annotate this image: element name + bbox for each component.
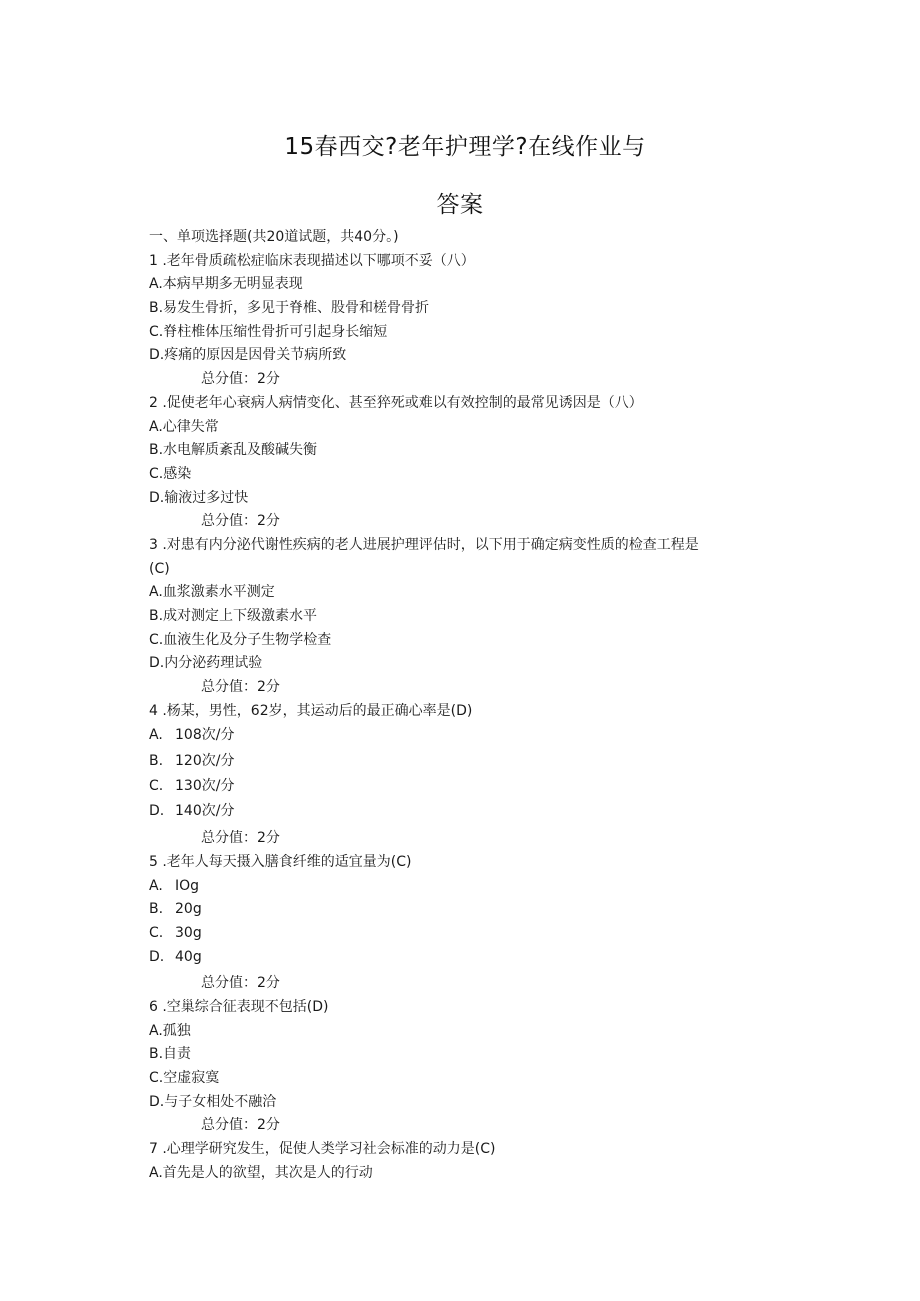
option-c: C.空虚寂寞	[149, 1070, 220, 1087]
option-d: D.输液过多过快	[149, 489, 249, 506]
option-letter: D.	[149, 803, 165, 819]
option-a: A.本病早期多无明显表现	[149, 276, 303, 293]
option-letter: A.	[149, 727, 163, 744]
question-stem: 1 .老年骨质疏松症临床表现描述以下哪项不妥（八）	[149, 252, 475, 269]
option-text: 108次/分	[175, 727, 235, 744]
option-d	[149, 799, 789, 824]
question-block	[149, 1138, 789, 1185]
section-heading: 一、单项选择题(共20道试题，共40分。)	[149, 229, 399, 245]
option-a: A.孤独	[149, 1022, 191, 1039]
option-b: B.成对测定上下级激素水平	[149, 608, 318, 624]
option-text: 140次/分	[175, 803, 235, 819]
option-text: 130次/分	[175, 777, 235, 794]
option-c	[149, 922, 789, 946]
question-block	[149, 700, 789, 851]
document-title-line-2: 答案	[436, 192, 484, 218]
option-a: A.血浆激素水平测定	[149, 584, 275, 601]
option-d: D.内分泌药理试验	[149, 655, 263, 672]
option-text: 20g	[175, 901, 202, 918]
option-d: D.疼痛的原因是因骨关节病所致	[149, 347, 347, 364]
question-stem: 3 .对患有内分泌代谢性疾病的老人进展护理评估时，以下用于确定病变性质的检查工程是	[149, 536, 699, 553]
option-letter: A.	[149, 877, 163, 894]
option-letter: C.	[149, 924, 164, 941]
option-letter: B.	[149, 752, 164, 769]
question-score: 总分值：2分	[201, 371, 280, 388]
option-b: B.自责	[149, 1046, 192, 1063]
option-b: B.易发生骨折，多见于脊椎、股骨和槎骨骨折	[149, 300, 430, 317]
option-b	[149, 749, 789, 774]
option-a: A.首先是人的欲望，其次是人的行动	[149, 1164, 373, 1181]
question-block	[149, 534, 789, 700]
question-stem: 2 .促使老年心衰病人病情变化、甚至猝死或难以有效控制的最常见诱因是（八）	[149, 394, 643, 411]
option-a	[149, 875, 789, 899]
question-block	[149, 250, 789, 392]
option-c: C.感染	[149, 465, 192, 482]
question-score: 总分值：2分	[201, 679, 280, 696]
question-score: 总分值：2分	[201, 975, 280, 992]
document-title-line-1: 15春西交?老年护理学?在线作业与	[284, 134, 646, 160]
question-score: 总分值：2分	[201, 830, 280, 847]
option-letter: D.	[149, 948, 165, 965]
question-stem: 5 .老年人每天摄入膳食纤维的适宜量为(C)	[149, 853, 412, 870]
question-stem-continued: (C)	[149, 560, 170, 577]
option-text: 120次/分	[175, 752, 235, 769]
option-c: C.血液生化及分子生物学检查	[149, 631, 332, 648]
option-d: D.与子女相处不融洽	[149, 1093, 277, 1110]
option-text: IOg	[175, 877, 200, 894]
option-letter: B.	[149, 901, 164, 918]
question-block	[149, 996, 789, 1138]
question-stem: 7 .心理学研究发生，促使人类学习社会标准的动力是(C)	[149, 1141, 496, 1158]
option-text: 30g	[175, 924, 202, 941]
option-d	[149, 946, 789, 970]
question-block	[149, 851, 789, 996]
question-stem: 4 .杨某，男性，62岁，其运动后的最正确心率是(D)	[149, 702, 473, 719]
option-b: B.水电解质紊乱及酸碱失衡	[149, 442, 318, 459]
question-block	[149, 392, 789, 534]
question-list	[149, 226, 789, 1186]
option-a	[149, 723, 789, 748]
option-letter: C.	[149, 777, 164, 794]
option-text: 40g	[175, 948, 202, 965]
question-stem: 6 .空巢综合征表现不包括(D)	[149, 999, 329, 1015]
option-c	[149, 774, 789, 799]
question-score: 总分值：2分	[201, 513, 280, 530]
option-b	[149, 898, 789, 922]
question-score: 总分值：2分	[201, 1117, 280, 1134]
option-a: A.心律失常	[149, 418, 219, 435]
option-c: C.脊柱椎体压缩性骨折可引起身长缩短	[149, 323, 388, 340]
